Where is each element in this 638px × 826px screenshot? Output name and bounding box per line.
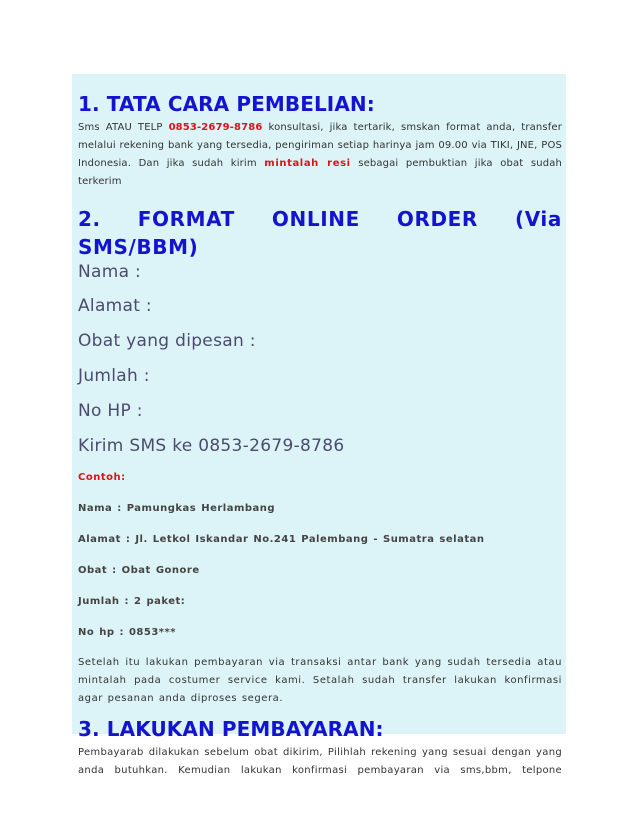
example-label: Contoh: bbox=[78, 472, 126, 483]
example-line-medicine: Obat : Obat Gonore bbox=[78, 565, 200, 576]
order-field-quantity: Jumlah : bbox=[78, 366, 150, 386]
content-panel bbox=[72, 74, 566, 776]
content-inner bbox=[72, 74, 566, 780]
example-line-address: Alamat : Jl. Letkol Iskandar No.241 Palembang - Sumatra selatan bbox=[78, 534, 485, 545]
section1-text-c: sebagai pembuktian jika obat sudah terkerim bbox=[78, 158, 562, 187]
section3-paragraph: Pembayarab dilakukan sebelum obat dikirim, Pilihlah rekening yang sesuai dengan yang anda butuhkan. Kemudian lakukan konfirmasi pembayaran via sms,bbm, telpone bbox=[78, 747, 562, 776]
section2-closing-paragraph: Setelah itu lakukan pembayaran via transaksi antar bank yang sudah tersedia atau mintalah pada costumer service kami. Setalah sudah transfer lakukan konfirmasi agar pesanan anda diproses segera. bbox=[78, 657, 562, 704]
section1-heading: 1. TATA CARA PEMBELIAN: bbox=[78, 92, 375, 116]
section1-text-b: konsultasi, jika tertarik, smskan format anda, transfer melalui rekening bank yang tersedia, pengiriman setiap harinya jam 09.00 via TIKI, JNE, POS Indonesia. Dan jika sudah kirim bbox=[78, 122, 562, 169]
order-field-name: Nama : bbox=[78, 262, 142, 282]
section1-highlight: mintalah resi bbox=[264, 158, 351, 169]
order-field-address: Alamat : bbox=[78, 296, 152, 316]
section1-paragraph bbox=[78, 119, 562, 191]
section1-phone: 0853-2679-8786 bbox=[168, 122, 263, 133]
order-field-sms: Kirim SMS ke 0853-2679-8786 bbox=[78, 436, 345, 456]
section2-heading: 2. FORMAT ONLINE ORDER (Via SMS/BBM) bbox=[78, 207, 562, 259]
order-field-phone: No HP : bbox=[78, 401, 143, 421]
example-line-quantity: Jumlah : 2 paket: bbox=[78, 596, 186, 607]
example-line-phone: No hp : 0853*** bbox=[78, 627, 176, 638]
example-line-name: Nama : Pamungkas Herlambang bbox=[78, 503, 276, 514]
section3-heading: 3. LAKUKAN PEMBAYARAN: bbox=[78, 717, 384, 741]
order-field-medicine: Obat yang dipesan : bbox=[78, 331, 256, 351]
section1-text-a: Sms ATAU TELP bbox=[78, 122, 169, 133]
